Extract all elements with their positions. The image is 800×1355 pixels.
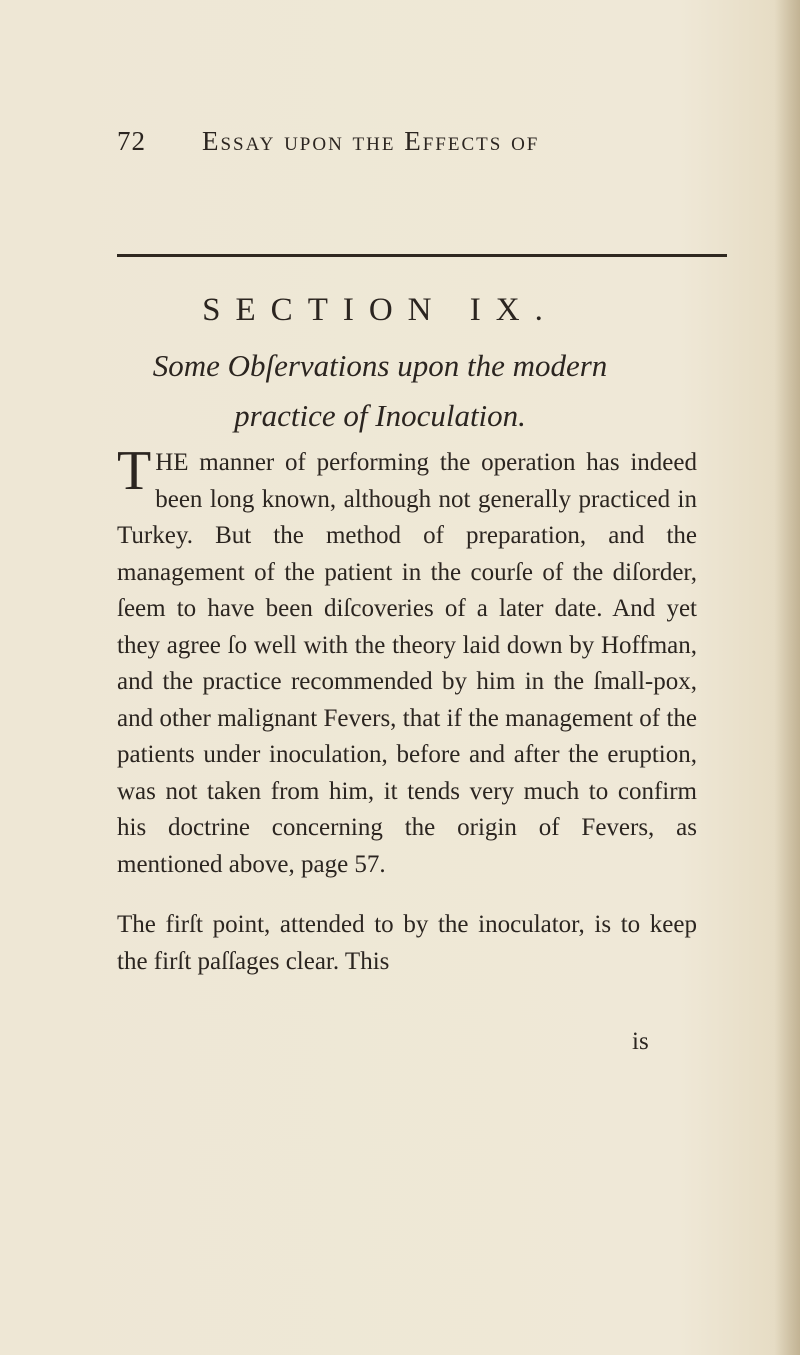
- page-edge-shadow: [774, 0, 800, 1355]
- paragraph-2-text: The firſt point, attended to by the inoculator, is to keep the firſt paſſages clear. This: [117, 911, 697, 975]
- section-subtitle-line-1: Some Obſervations upon the modern: [152, 348, 608, 383]
- paragraph-1: [117, 440, 697, 883]
- body-text: [117, 440, 697, 980]
- paragraph-1-text: HE manner of performing the operation has indeed been long known, although not generally practiced in Turkey. But the method of preparation, and the management of the patient in the courſe of the diſorder, ſeem to have been diſcoveries of a later date. And yet they agree ſo well with the theory laid down by Hoffman, and the practice recommended by him in the ſmall-pox, and other malignant Fevers, that if the management of the patients under inoculation, before and after the eruption, was not taken from him, it tends very much to confirm his doctrine concerning the origin of Fevers, as mentioned above, page 57.: [117, 449, 697, 878]
- page-number: 72: [117, 126, 146, 156]
- page-header: [117, 126, 717, 166]
- section-subtitle-line-2: practice of Inoculation.: [234, 398, 526, 433]
- header-rule: [117, 254, 727, 257]
- catchword: is: [632, 1028, 649, 1055]
- paragraph-2: [117, 907, 697, 980]
- drop-cap: T: [117, 440, 152, 502]
- section-heading: SECTION IX.: [202, 292, 558, 328]
- running-head: Essay upon the Effects of: [202, 126, 540, 156]
